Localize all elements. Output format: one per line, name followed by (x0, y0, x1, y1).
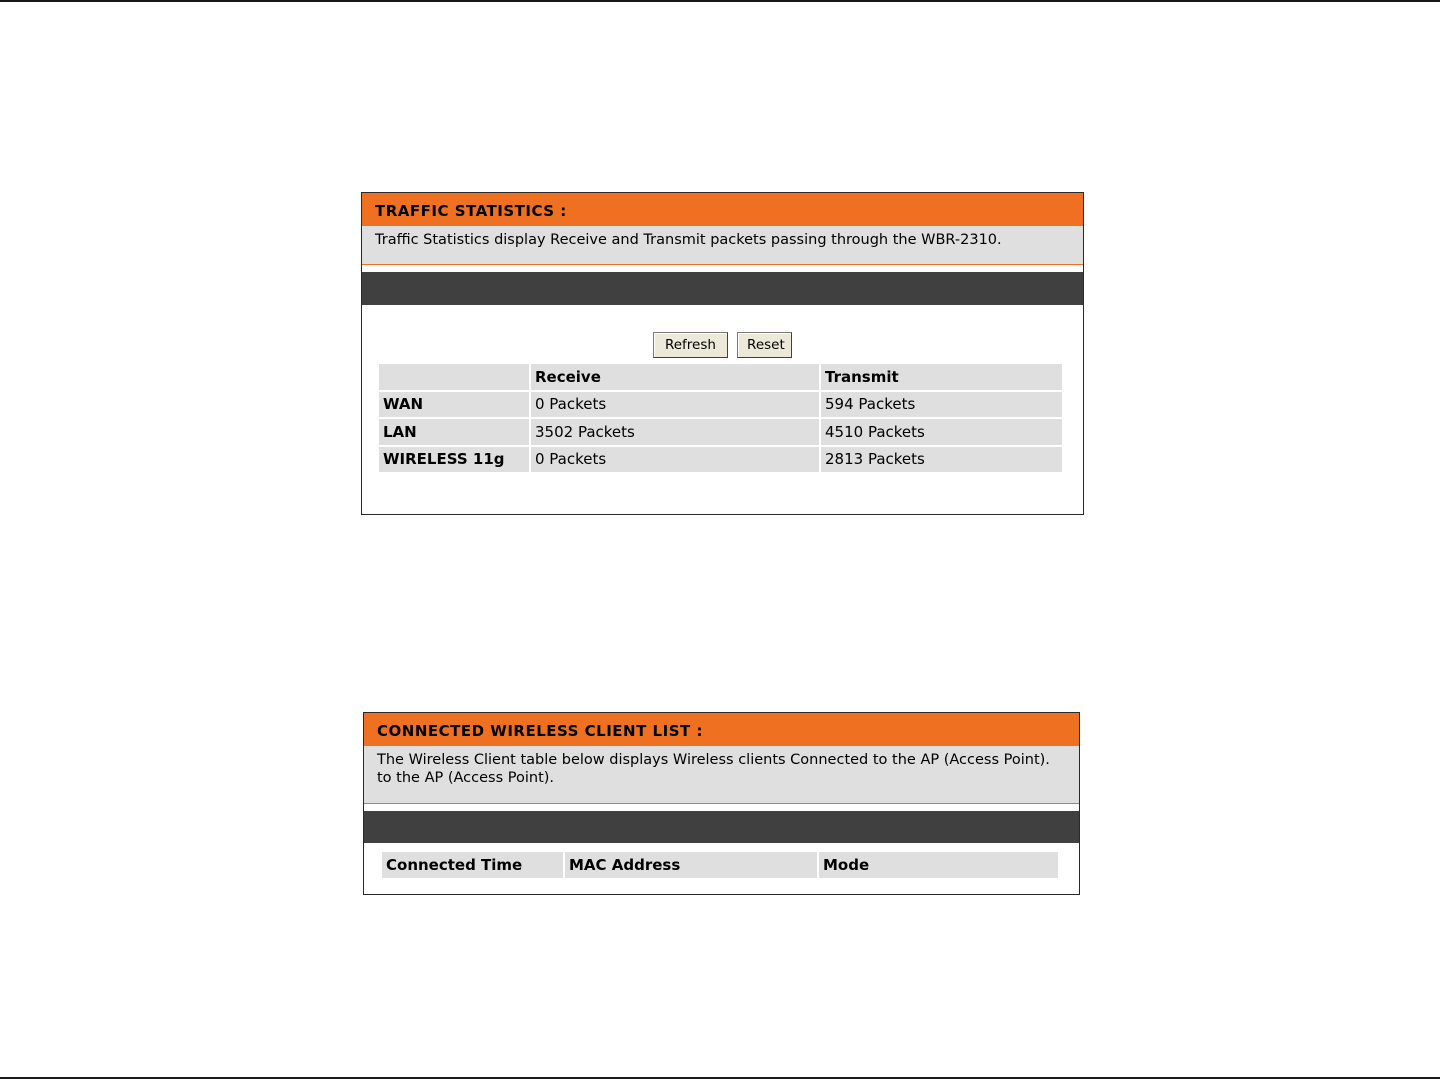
wan-transmit: 594 Packets (821, 392, 1062, 418)
table-row (379, 419, 1062, 445)
traffic-statistics-title: TRAFFIC STATISTICS : (362, 193, 1083, 226)
traffic-statistics-table (377, 362, 1064, 474)
wireless-client-list-description (364, 746, 1079, 804)
wireless-client-list-title: CONNECTED WIRELESS CLIENT LIST : (364, 713, 1079, 746)
traffic-buttons (362, 332, 1083, 359)
wireless-client-table (380, 850, 1060, 880)
wireless-transmit: 2813 Packets (821, 447, 1062, 473)
header-mac-address: MAC Address (565, 852, 817, 878)
header-mode: Mode (819, 852, 1058, 878)
header-receive: Receive (531, 364, 819, 390)
table-header-row (382, 852, 1058, 878)
header-connected-time: Connected Time (382, 852, 563, 878)
description-line-1: The Wireless Client table below displays Wireless clients Connected to the AP (Access Point). (377, 752, 1050, 768)
section-divider-bar (364, 811, 1079, 843)
table-row (379, 447, 1062, 473)
description-line-2: to the AP (Access Point). (377, 770, 555, 786)
top-rule (0, 0, 1440, 2)
header-transmit: Transmit (821, 364, 1062, 390)
header-blank (379, 364, 529, 390)
row-label-wireless: WIRELESS 11g (379, 447, 529, 473)
table-row (379, 392, 1062, 418)
bottom-rule (0, 1077, 1440, 1079)
wan-receive: 0 Packets (531, 392, 819, 418)
table-header-row (379, 364, 1062, 390)
row-label-wan: WAN (379, 392, 529, 418)
section-divider-bar (362, 272, 1083, 305)
wireless-receive: 0 Packets (531, 447, 819, 473)
wireless-client-list-panel (363, 712, 1080, 895)
reset-button[interactable]: Reset (737, 332, 792, 358)
lan-transmit: 4510 Packets (821, 419, 1062, 445)
row-label-lan: LAN (379, 419, 529, 445)
traffic-statistics-description: Traffic Statistics display Receive and Transmit packets passing through the WBR-2310. (362, 226, 1083, 265)
refresh-button[interactable]: Refresh (653, 332, 728, 358)
lan-receive: 3502 Packets (531, 419, 819, 445)
traffic-statistics-panel (361, 192, 1084, 515)
